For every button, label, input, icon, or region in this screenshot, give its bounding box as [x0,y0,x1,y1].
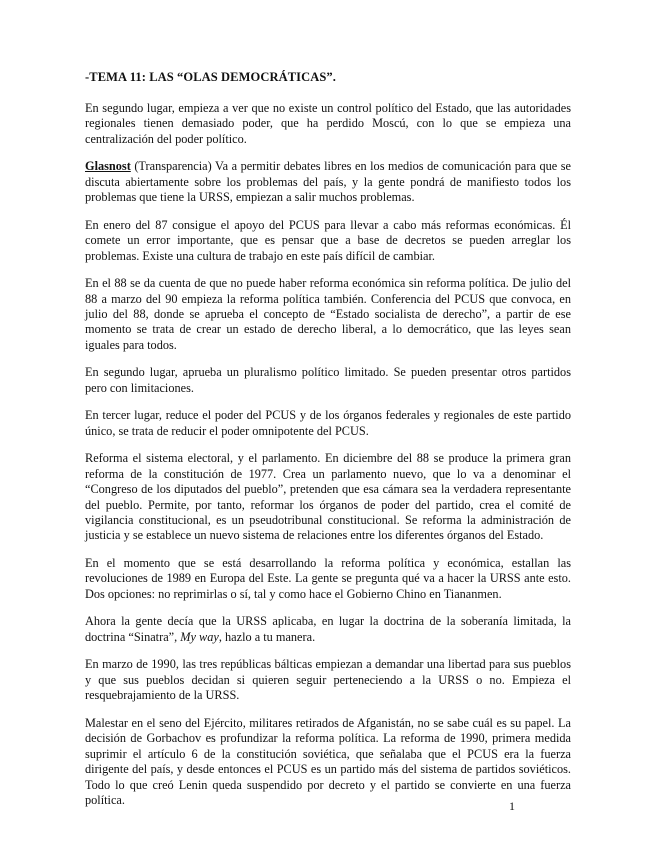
page-number: 1 [509,799,515,813]
paragraph-11 [85,716,571,808]
paragraph-5 [85,365,571,396]
paragraph-9 [85,614,571,645]
glasnost-term: Glasnost [85,159,131,174]
paragraph-8-text: En el momento que se está desarrollando la reforma política y económica, estallan las revoluciones de 1989 en Europa del Este. La gente se pregunta qué va a hacer la URSS ante esto. Dos opciones: no reprimirlas o sí, tal y como hace el Gobierno Chino en Tiananmen. [85,556,571,601]
paragraph-8 [85,556,571,602]
paragraph-10-text: En marzo de 1990, las tres repúblicas bálticas empiezan a demandar una libertad para sus pueblos y que sus pueblos decidan si quieren seguir perteneciendo a la URSS o no. Empieza el resquebrajamiento de la URSS. [85,657,571,703]
paragraph-3-text: En enero del 87 consigue el apoyo del PCUS para llevar a cabo más reformas económicas. Él comete un error importante, que es pensar que a base de decretos se pueden arreglar los problemas. Existe una cultura de trabajo en este país difícil de cambiar. [85,217,571,263]
paragraph-1 [85,101,571,147]
paragraph-3 [85,218,571,264]
paragraph-9-text: Ahora la gente decía que la URSS aplicaba, en lugar la doctrina de la soberanía limitada, la doctrina “Sinatra”, [85,614,571,644]
paragraph-4 [85,276,571,353]
paragraph-10 [85,657,571,703]
paragraph-6 [85,408,571,439]
paragraph-4-text: En el 88 se da cuenta de que no puede haber reforma económica sin reforma política. De julio del 88 a marzo del 90 empieza la reforma política también. Conferencia del PCUS que convoca, en julio del 88, donde se aprueba el concepto de “Estado socialista de derecho”, a partir de ese momento se trata de crear un estado de derecho liberal, a lo democrático, que las leyes sean iguales para todos. [85,276,571,352]
document-body [85,70,571,821]
paragraph-1-text: En segundo lugar, empieza a ver que no existe un control político del Estado, que las autoridades regionales tienen demasiado poder, que ha perdido Moscú, con lo que se empieza una centralización del poder político. [85,101,571,146]
paragraph-6-text: En tercer lugar, reduce el poder del PCUS y de los órganos federales y regionales de este partido único, se trata de reducir el poder omnipotente del PCUS. [85,408,571,438]
paragraph-2 [85,159,571,205]
page-title: -TEMA 11: LAS “OLAS DEMOCRÁTICAS”. [85,70,337,84]
paragraph-5-text: En segundo lugar, aprueba un pluralismo político limitado. Se pueden presentar otros partidos pero con limitaciones. [85,365,571,395]
paragraph-9-text-after: , hazlo a tu manera. [218,629,316,644]
paragraph-7 [85,451,571,543]
paragraph-2-text: (Transparencia) Va a permitir debates libres en los medios de comunicación para que se discuta abiertamente sobre los problemas del país, y la gente pondrá de manifiesto todos los problemas que tiene la URSS, empiezan a salir muchos problemas. [85,159,571,205]
paragraph-11-text: Malestar en el seno del Ejército, militares retirados de Afganistán, no se sabe cuál es su papel. La decisión de Gorbachov es profundizar la reforma política. La reforma de 1990, primera medida suprimir el artículo 6 de la constitución soviética, que señalaba que el PCUS era la fuerza dirigente del país, y desde entonces el PCUS es un partido más del sistema de partidos soviéticos. Todo lo que creó Lenin queda suspendido por decreto y el partido se convierte en una fuerza política. [85,715,571,807]
paragraph-7-text: Reforma el sistema electoral, y el parlamento. En diciembre del 88 se produce la primera gran reforma de la constitución de 1977. Crea un parlamento nuevo, que lo va a denominar el “Congreso de los diputados del pueblo”, pretenden que esa cámara sea la verdadera representante del pueblo. Permite, por tanto, reformar los órganos de poder del partido, crea el comité de vigilancia constitucional, es un pseudotribunal constitucional. Se reforma la administración de justicia y se establece un nuevo sistema de relaciones entre los diferentes órganos del Estado. [85,451,571,543]
my-way-phrase: My way [180,629,219,644]
